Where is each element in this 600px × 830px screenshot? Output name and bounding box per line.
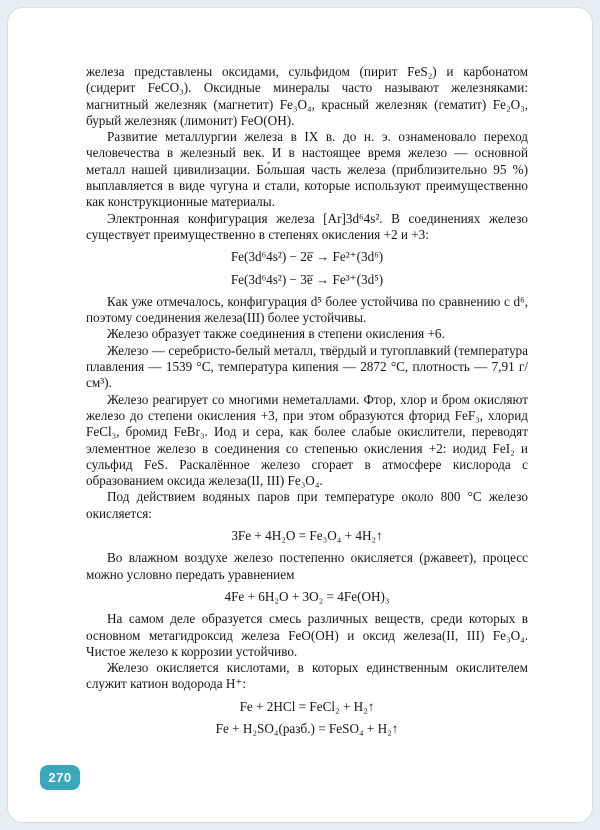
text-column xyxy=(86,64,528,743)
paragraph: Развитие металлургии железа в IX в. до н. э. ознаменовало переход человечества в железный век. И в настоящее время железо — основной металл нашей цивилизации. Бо́льшая часть железа (приблизительно 95 %) выплавляется в виде чугуна и стали, которые используют преимущественно как конструкционные материалы. xyxy=(86,129,528,210)
textbook-page xyxy=(7,7,593,823)
paragraph: Железо реагирует со многими неметаллами. Фтор, хлор и бром окисляют железо до степени окисления +3, при этом образуются фторид FeF₃, хлорид FeCl₃, бромид FeBr₃. Иод и сера, как более слабые окислители, переводят элементное железо в соединения со степенью окисления +2: иодид FeI₂ и сульфид FeS. Раскалённое железо сгорает в атмосфере кислорода с образованием оксида железа(II, III) Fe₃O₄. xyxy=(86,391,528,489)
paragraph: Железо образует также соединения в степени окисления +6. xyxy=(107,326,445,342)
paragraph: Как уже отмечалось, конфигурация d⁵ более устойчива по сравнению с d⁶, поэтому соединения железа(III) более устойчивы. xyxy=(86,293,528,326)
equation: Fe(3d⁶4s²) − 2e̅ → Fe²⁺(3d⁶) xyxy=(230,249,384,265)
paragraph: железа представлены оксидами, сульфидом (пирит FeS₂) и карбонатом (сидерит FeCO₃). Оксидные минералы часто называют железняками: магнитный железняк (магнетит) Fe₃O₄, красный железняк (гематит) Fe₂O₃, бурый железняк (лимонит) FeO(OH). xyxy=(86,64,528,128)
equation: 3Fe + 4H₂O = Fe₃O₄ + 4H₂↑ xyxy=(231,528,383,544)
page-number: 270 xyxy=(48,770,72,785)
paragraph: На самом деле образуется смесь различных веществ, среди которых в основном метагидроксид железа FeO(OH) и оксид железа(II, III) Fe₃O₄. Чистое железо к коррозии устойчиво. xyxy=(86,611,528,659)
equation-group xyxy=(86,249,528,288)
equation: 4Fe + 6H₂O + 3O₂ = 4Fe(OH)₃ xyxy=(224,588,390,604)
paragraph: Электронная конфигурация железа [Ar]3d⁶4s². В соединениях железо существует преимущественно в степенях окисления +2 и +3: xyxy=(86,210,528,242)
page-number-badge xyxy=(40,765,80,790)
paragraph: Во влажном воздухе железо постепенно окисляется (ржавеет), процесс можно условно передать уравнением xyxy=(86,550,528,582)
equation: Fe + H₂SO₄(разб.) = FeSO₄ + H₂↑ xyxy=(215,720,399,736)
paragraph: Железо — серебристо-белый металл, твёрдый и тугоплавкий (температура плавления — 1539 °C, температура кипения — 2872 °C, плотность — 7,91 г/см³). xyxy=(86,342,528,391)
equation: Fe + 2HCl = FeCl₂ + H₂↑ xyxy=(239,698,375,714)
paragraph: Железо окисляется кислотами, в которых единственным окислителем служит катион водорода H⁺: xyxy=(86,660,528,692)
paragraph: Под действием водяных паров при температуре около 800 °C железо окисляется: xyxy=(86,489,528,521)
equation: Fe(3d⁶4s²) − 3e̅ → Fe³⁺(3d⁵) xyxy=(230,271,384,287)
